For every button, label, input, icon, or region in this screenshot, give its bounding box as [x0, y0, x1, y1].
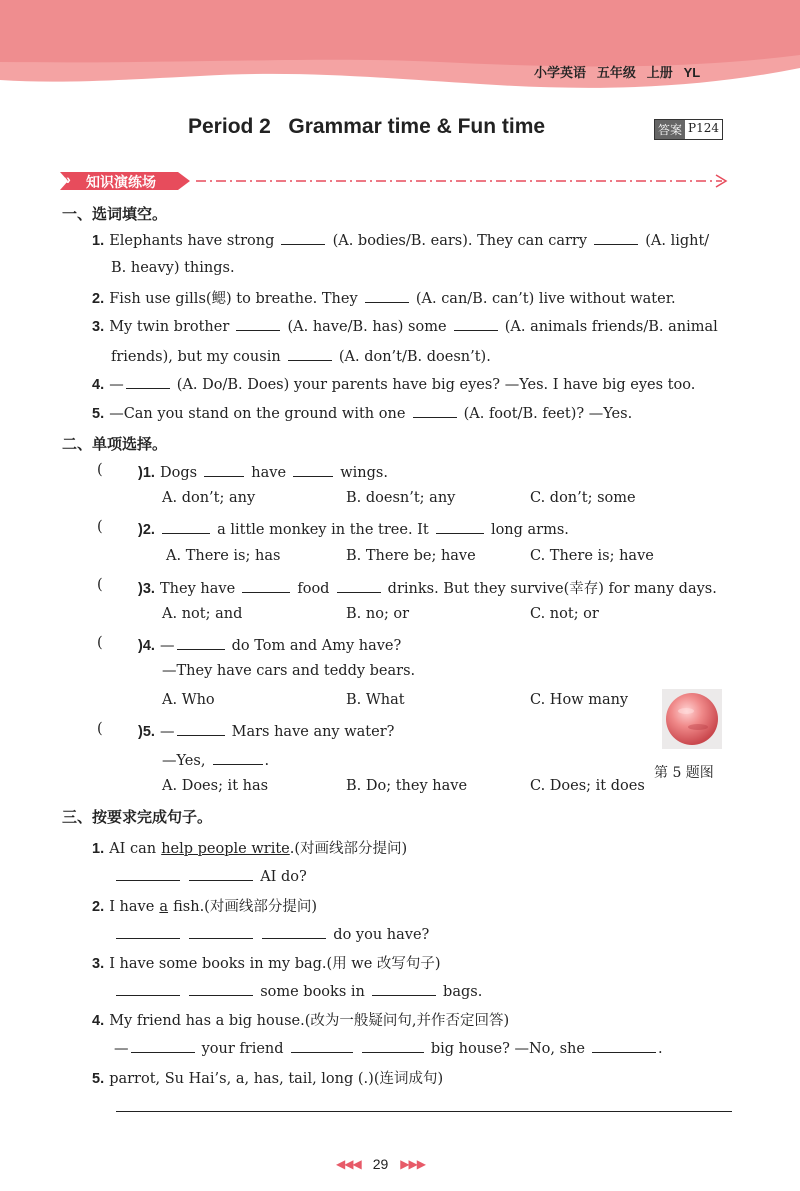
q-text: (A. bodies/B. ears). They can carry: [332, 233, 588, 249]
q-number: 4.: [92, 1013, 105, 1029]
option-c[interactable]: C. There is; have: [530, 548, 654, 564]
underlined-text: a: [159, 899, 169, 915]
option-b[interactable]: B. There be; have: [346, 548, 476, 564]
answer-blank[interactable]: [177, 637, 225, 650]
q-number: 5.: [92, 1071, 105, 1087]
q-number: )2.: [138, 522, 155, 538]
q-text: .: [658, 1041, 663, 1057]
s2-question-3: [138, 577, 717, 598]
option-a[interactable]: A. not; and: [162, 606, 243, 622]
q-text: —: [114, 1041, 129, 1057]
q-number: 3.: [92, 956, 105, 972]
q-text: My twin brother: [109, 319, 230, 335]
answer-blank[interactable]: [372, 983, 436, 996]
q-text: some books in: [260, 984, 365, 1000]
q-number: )1.: [138, 465, 155, 481]
s3-answer-2: [114, 924, 429, 943]
s1-question-3-cont: [111, 346, 491, 365]
answer-blank[interactable]: [413, 405, 457, 418]
answer-blank[interactable]: [281, 232, 325, 245]
answer-paren[interactable]: (: [97, 462, 103, 478]
s3-answer-3: [114, 981, 482, 1000]
answer-blank[interactable]: [592, 1040, 656, 1053]
q-text: They have: [160, 581, 236, 597]
q-text: your friend: [201, 1041, 284, 1057]
answer-blank[interactable]: [189, 868, 253, 881]
s3-question-3: [92, 952, 441, 973]
q-text: .: [264, 753, 270, 769]
option-a[interactable]: A. don’t; any: [162, 490, 256, 506]
answer-paren[interactable]: (: [97, 635, 103, 651]
q-text: (A. have/B. has) some: [287, 319, 447, 335]
option-b[interactable]: B. no; or: [346, 606, 410, 622]
q-text: fish.(对画线部分提问): [173, 899, 317, 915]
option-b[interactable]: B. Do; they have: [346, 778, 468, 794]
q-number: 2.: [92, 899, 105, 915]
page-title: Period 2 Grammar time & Fun time: [188, 115, 546, 138]
option-b[interactable]: B. doesn’t; any: [346, 490, 456, 506]
q-text: (A. don’t/B. doesn’t).: [338, 349, 491, 365]
section-banner: [60, 170, 732, 192]
option-b[interactable]: B. What: [346, 692, 405, 708]
q-text: have: [251, 465, 287, 481]
answer-blank[interactable]: [162, 521, 210, 534]
s3-answer-1: [114, 866, 307, 885]
q-number: )5.: [138, 724, 155, 740]
figure-caption: 第 5 题图: [654, 765, 714, 781]
section1-title: 一、选词填空。: [62, 206, 168, 223]
s2-question-5-answer: [162, 750, 269, 769]
s2-question-2: [138, 519, 569, 538]
q-text: (A. light/: [645, 233, 710, 249]
option-a[interactable]: A. There is; has: [166, 548, 281, 564]
header-grade: 五年级: [596, 65, 636, 80]
q-text: B. heavy) things.: [111, 260, 235, 276]
q-text: —They have cars and teddy bears.: [162, 663, 416, 679]
q-text: parrot, Su Hai’s, a, has, tail, long (.)(连词成句): [109, 1071, 444, 1087]
answer-ref: [654, 119, 723, 140]
answer-blank[interactable]: [204, 464, 244, 477]
answer-blank[interactable]: [131, 1040, 195, 1053]
q-text: big house? —No, she: [430, 1041, 585, 1057]
q-text: My friend has a big house.(改为一般疑问句,并作否定回答): [109, 1013, 510, 1029]
answer-blank[interactable]: [362, 1040, 424, 1053]
banner-icon: »: [63, 171, 71, 187]
q-number: 1.: [92, 233, 105, 249]
option-c[interactable]: C. not; or: [530, 606, 599, 622]
answer-blank[interactable]: [116, 868, 180, 881]
s1-question-3: [92, 316, 718, 335]
answer-blank[interactable]: [262, 926, 326, 939]
option-a[interactable]: A. Does; it has: [162, 778, 269, 794]
q-text: food: [297, 581, 330, 597]
answer-paren[interactable]: (: [97, 577, 103, 593]
q-text: —Yes,: [162, 753, 206, 769]
answer-blank[interactable]: [116, 983, 180, 996]
q-text: Dogs: [160, 465, 198, 481]
option-c[interactable]: C. How many: [530, 692, 629, 708]
q-text: —: [109, 377, 124, 393]
underlined-text: help people write: [161, 841, 290, 857]
next-page-arrows-icon: ▶▶▶: [400, 1157, 425, 1171]
q-text: (A. foot/B. feet)? —Yes.: [463, 406, 633, 422]
header-volume: 上册: [646, 65, 673, 80]
q-text: —: [160, 724, 175, 740]
s1-question-4: [92, 374, 695, 393]
q-text: (A. can/B. can’t) live without water.: [415, 291, 676, 307]
s3-answer-4: [114, 1038, 663, 1057]
s3-question-5: [92, 1067, 443, 1088]
q-text: drinks. But they survive(幸存) for many days.: [387, 581, 717, 597]
s3-question-4: [92, 1009, 509, 1030]
answer-blank[interactable]: [337, 580, 381, 593]
q-text: long arms.: [490, 522, 569, 538]
q-text: I have some books in my bag.(用 we 改写句子): [109, 956, 441, 972]
q-number: 5.: [92, 406, 105, 422]
q-text: AI can: [109, 841, 157, 857]
s2-question-1: [138, 462, 388, 481]
s2-question-4: [138, 635, 401, 654]
footer-page: [336, 1156, 425, 1172]
banner-title: 知识演练场: [86, 174, 156, 190]
answer-blank[interactable]: [236, 318, 280, 331]
answer-blank[interactable]: [189, 983, 253, 996]
prev-page-arrows-icon: ◀◀◀: [336, 1157, 361, 1171]
q-text: (A. animals friends/B. animal: [504, 319, 718, 335]
q-text: a little monkey in the tree. It: [217, 522, 429, 538]
answer-blank[interactable]: [177, 723, 225, 736]
answer-blank[interactable]: [126, 376, 170, 389]
answer-blank[interactable]: [436, 521, 484, 534]
answer-blank[interactable]: [116, 926, 180, 939]
page-number: 29: [372, 1156, 389, 1172]
mars-planet-image: [662, 689, 722, 749]
q-text: (A. Do/B. Does) your parents have big eyes? —Yes. I have big eyes too.: [176, 377, 696, 393]
answer-paren[interactable]: (: [97, 519, 103, 535]
q-number: 3.: [92, 319, 105, 335]
answer-label: 答案: [655, 120, 685, 139]
section3-title: 三、按要求完成句子。: [62, 809, 213, 826]
answer-paren[interactable]: (: [97, 721, 103, 737]
answer-page: P124: [688, 121, 719, 135]
q-text: —Can you stand on the ground with one: [109, 406, 406, 422]
answer-blank[interactable]: [454, 318, 498, 331]
answer-blank[interactable]: [365, 290, 409, 303]
header-wave: [0, 0, 800, 100]
answer-blank[interactable]: [594, 232, 638, 245]
option-c[interactable]: C. Does; it does: [530, 778, 645, 794]
q-number: )3.: [138, 581, 155, 597]
header-info: [534, 62, 700, 81]
q-text: .(对画线部分提问): [289, 841, 408, 857]
answer-blank[interactable]: [288, 348, 332, 361]
answer-line[interactable]: [116, 1110, 732, 1112]
s1-question-1: [92, 230, 709, 249]
banner-graphic: [60, 170, 732, 192]
answer-blank[interactable]: [291, 1040, 353, 1053]
q-number: 1.: [92, 841, 105, 857]
answer-blank[interactable]: [189, 926, 253, 939]
q-text: Fish use gills(鳃) to breathe. They: [109, 291, 358, 307]
header-edition: YL: [683, 65, 701, 80]
q-text: bags.: [443, 984, 483, 1000]
s1-question-2: [92, 287, 676, 308]
section2-title: 二、单项选择。: [62, 436, 168, 453]
mars-figure: [662, 689, 722, 749]
header-book: 小学英语: [534, 65, 587, 80]
answer-blank[interactable]: [213, 752, 263, 765]
answer-blank[interactable]: [293, 464, 333, 477]
answer-blank[interactable]: [242, 580, 290, 593]
option-a[interactable]: A. Who: [162, 692, 215, 708]
s3-question-2: [92, 895, 317, 916]
q-text: Elephants have strong: [109, 233, 275, 249]
q-number: 4.: [92, 377, 105, 393]
q-text: I have: [109, 899, 155, 915]
option-c[interactable]: C. don’t; some: [530, 490, 636, 506]
q-text: do Tom and Amy have?: [231, 638, 402, 654]
q-text: friends), but my cousin: [111, 349, 281, 365]
q-text: AI do?: [260, 869, 307, 885]
q-text: wings.: [340, 465, 388, 481]
s2-question-5: [138, 721, 394, 740]
q-text: Mars have any water?: [231, 724, 395, 740]
s3-question-1: [92, 837, 407, 858]
q-number: 2.: [92, 291, 105, 307]
q-text: do you have?: [333, 927, 430, 943]
s1-question-5: [92, 403, 632, 422]
q-text: —: [160, 638, 175, 654]
q-number: )4.: [138, 638, 155, 654]
